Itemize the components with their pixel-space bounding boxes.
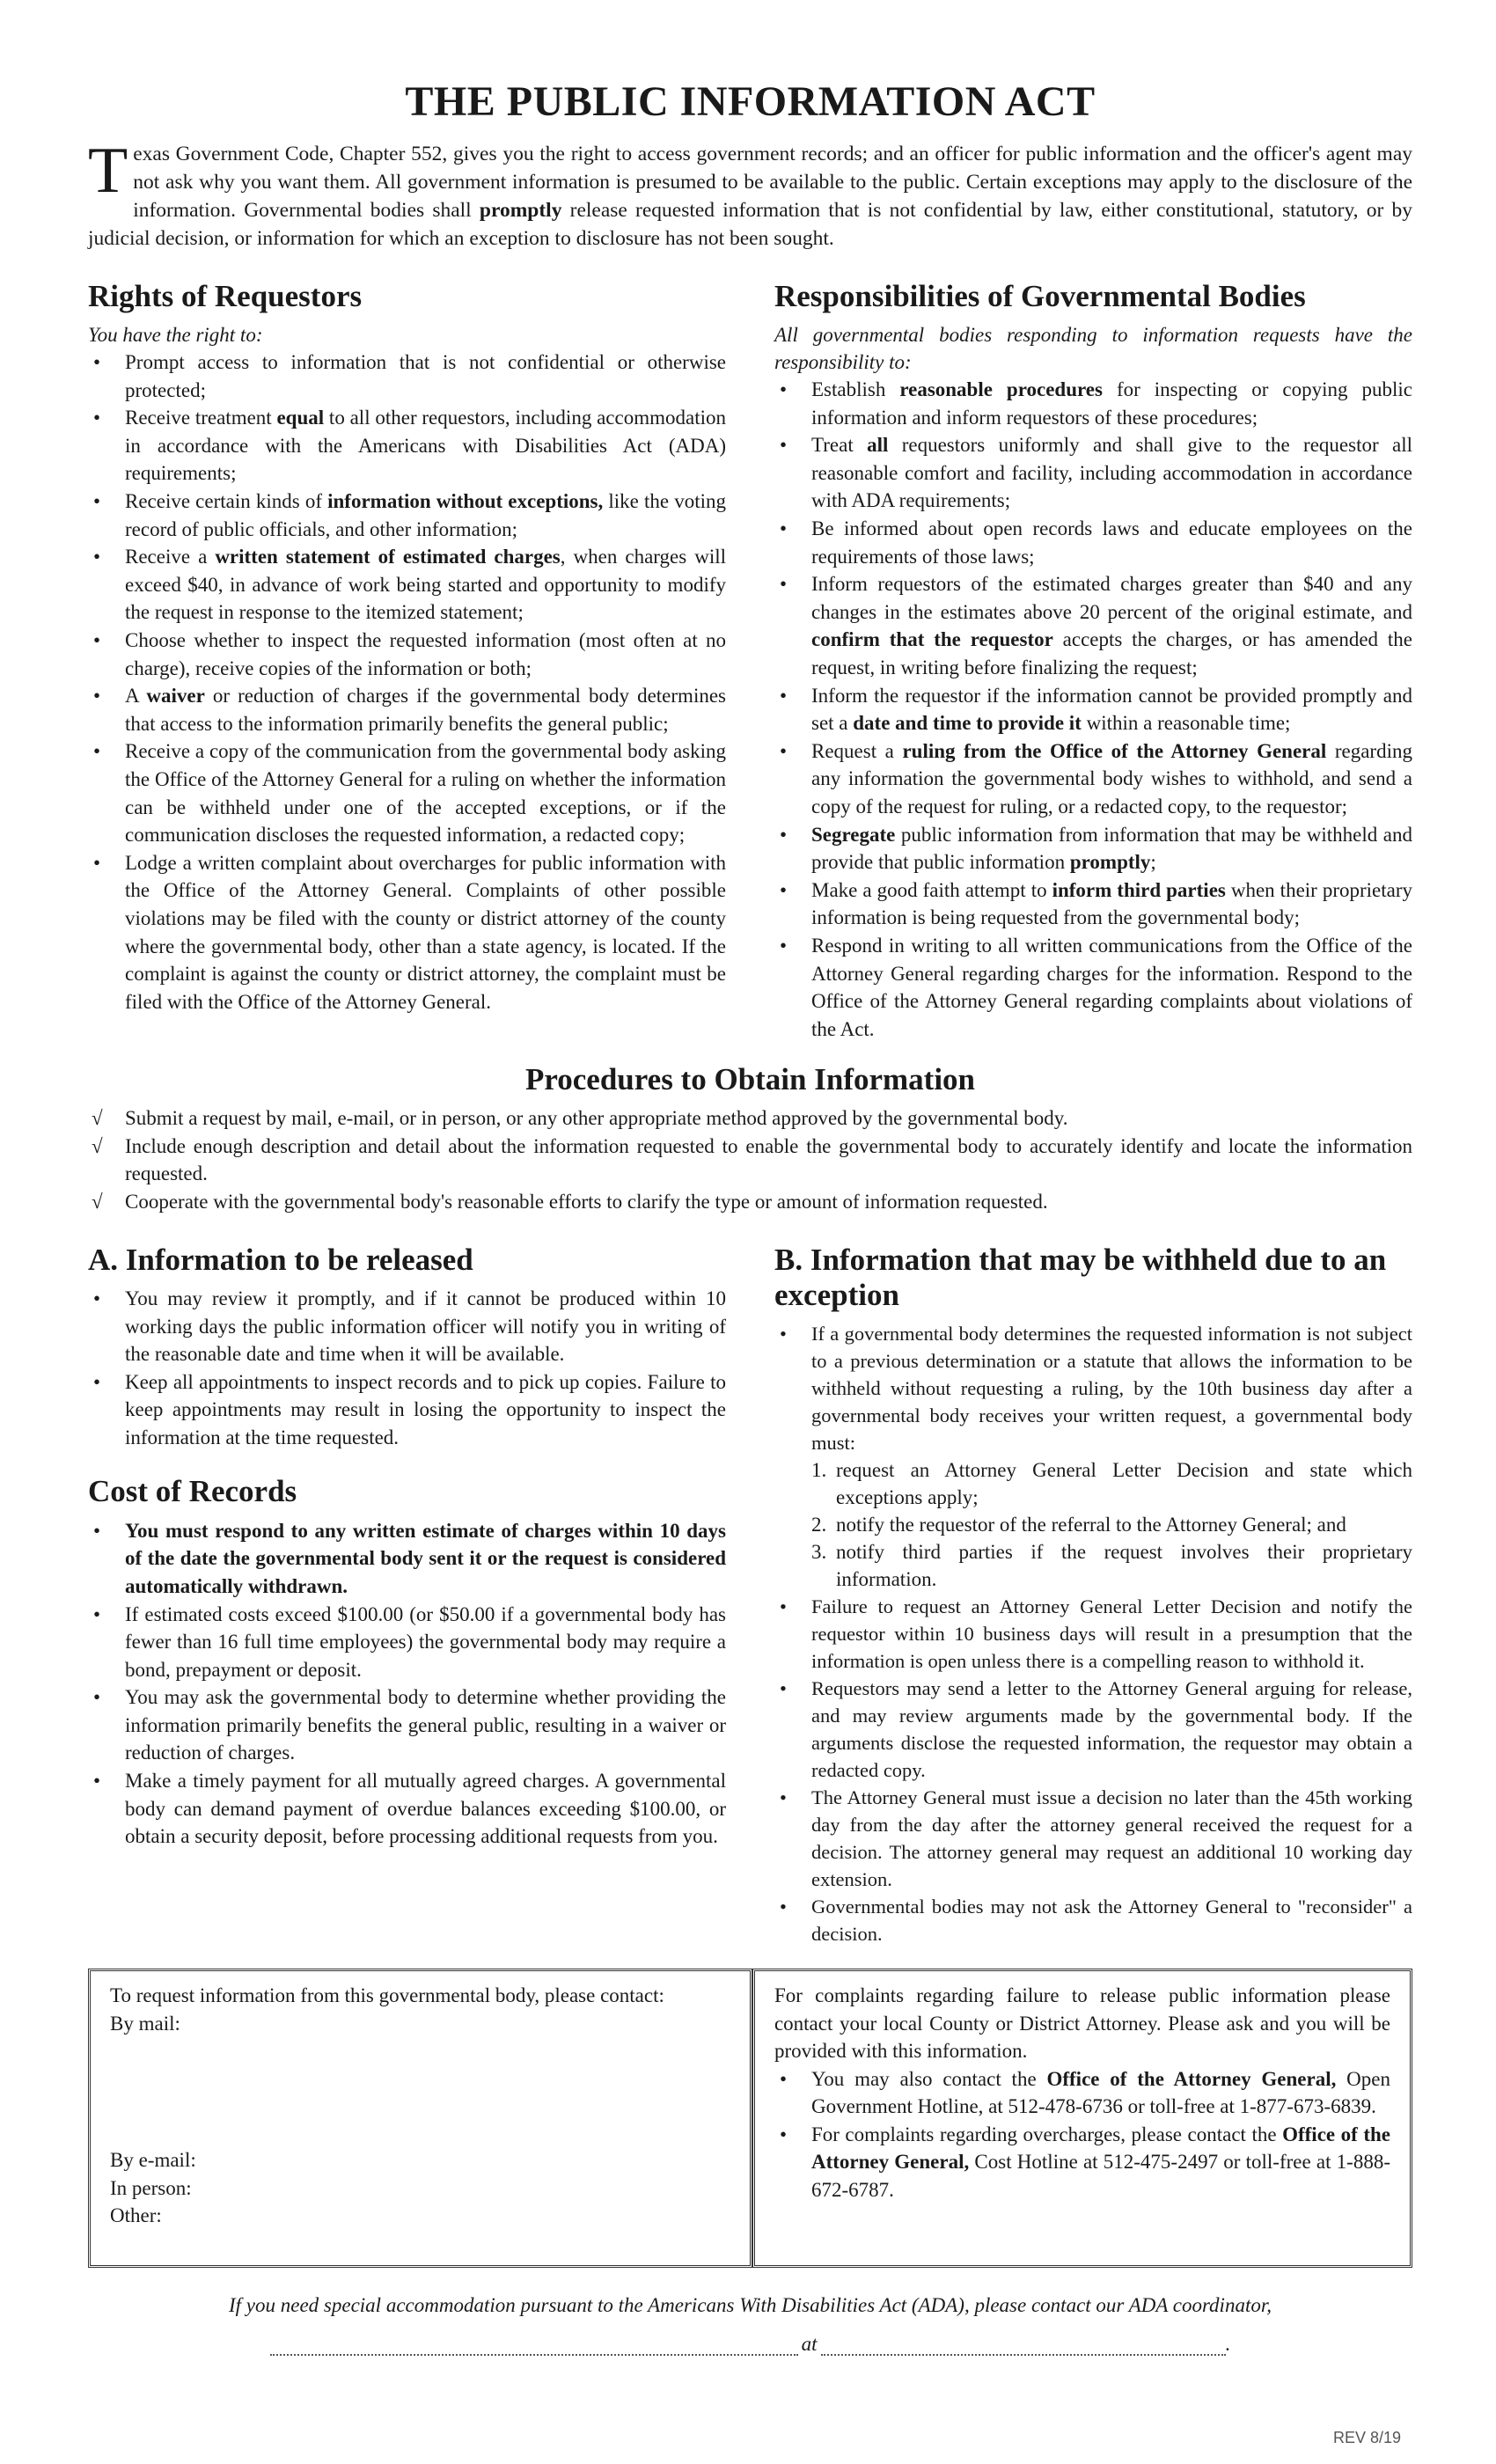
item-bold: ruling from the Office of the Attorney General xyxy=(902,739,1327,762)
item-text: Receive treatment xyxy=(125,407,277,429)
list-item xyxy=(88,543,726,627)
list-item xyxy=(774,682,1412,737)
list-item: • You may also contact the Office of the Attorney General, Open Government Hotline, at 512-478-6736 or toll-free at 1-877-673-6839. xyxy=(774,2065,1390,2121)
right-column xyxy=(774,1243,1412,1948)
item-text: Lodge a written complaint about overcharges for public information with the Office of the Attorney General. Complaints of other possible violations may be filed with the county or district attorney of the county where the governmental body, other than a state agency, is located. If the complaint is against the county or district attorney, the complaint must be filed with the Office of the Attorney General. xyxy=(125,851,726,1013)
item-text: Prompt access to information that is not confidential or otherwise protected; xyxy=(125,351,726,401)
list-item: • Keep all appointments to inspect records and to pick up copies. Failure to keep appointments may result in losing the opportunity to inspect the information at the time requested. xyxy=(88,1368,726,1452)
item-text: like the voting record of public officials, and other information; xyxy=(125,490,726,540)
complaints-box xyxy=(752,1969,1412,2268)
left-column xyxy=(88,1243,726,1948)
item-bold: equal xyxy=(276,407,325,429)
withheld-list xyxy=(774,1593,1412,1947)
rights-heading: Rights of Requestors xyxy=(88,278,363,313)
item-text: , when charges will exceed $40, in advance of work being started and opportunity to modify the request in response to the itemized statement; xyxy=(125,546,726,624)
contact-box xyxy=(88,1969,752,2268)
document-title: THE PUBLIC INFORMATION ACT xyxy=(405,78,1096,125)
rights-section xyxy=(88,279,726,1044)
intro-paragraph: Texas Government Code, Chapter 552, gives you the right to access government records; and an officer for public information and the officer's agent may not ask why you want them. All government information is presumed to be available to the public. Certain exceptions may apply to the disclosure of the information. Governmental bodies shall promptly release requested information that is not confidential by law, either constitutional, statutory, or by judicial decision, or information for which an exception to disclosure has not been sought. xyxy=(88,134,1412,250)
item-bold: inform third parties xyxy=(1052,878,1226,901)
at-label: at xyxy=(801,2333,818,2356)
list-item: • You must respond to any written estimate of charges within 10 days of the date the governmental body sent it or the request is considered automatically withdrawn. xyxy=(88,1517,726,1601)
list-item xyxy=(774,515,1412,570)
list-item xyxy=(774,376,1412,431)
list-item: • If a governmental body determines the requested information is not subject to a previous determination or a statute that allows the information to be withheld without requesting a ruling, by the 10th business day after a governmental body receives your written request, a governmental body must: xyxy=(774,1320,1412,1456)
rights-responsibilities-columns xyxy=(88,279,1412,1044)
other-label: Other: xyxy=(110,2204,162,2227)
item-text: when their proprietary information is being requested from the governmental body; xyxy=(811,878,1412,929)
item-bold: Segregate xyxy=(811,823,896,846)
item-number: 3. xyxy=(811,1541,827,1564)
by-email-label: By e-mail: xyxy=(110,2149,196,2172)
item-text: request an Attorney General Letter Decision and state which exceptions apply; xyxy=(836,1459,1412,1509)
list-item: • You may review it promptly, and if it cannot be produced within 10 working days the public information officer will notify you in writing of the reasonable date and time when it will be available. xyxy=(88,1285,726,1368)
coordinator-blank xyxy=(270,2335,798,2356)
complaints-list xyxy=(774,2065,1390,2204)
list-item xyxy=(774,737,1412,821)
item-text: to all other requestors, including accommodation in accordance with the Americans with Disabilities Act (ADA) requirements; xyxy=(125,407,726,485)
list-item: √ Include enough description and detail about the information requested to enable the governmental body to accurately identify and locate the information requested. xyxy=(88,1133,1412,1188)
period-mark: . xyxy=(1225,2333,1231,2356)
list-item xyxy=(774,876,1412,932)
contact-boxes xyxy=(88,1969,1412,2268)
withheld-sublist xyxy=(811,1456,1412,1593)
item-text: A xyxy=(125,685,147,708)
item-bold: all xyxy=(867,434,889,457)
list-item xyxy=(88,404,726,488)
list-item xyxy=(774,431,1412,515)
item-text: public information from information that may be withheld and provide that public information xyxy=(811,823,1412,874)
rights-lead: You have the right to: xyxy=(88,324,263,347)
list-item xyxy=(88,488,726,543)
item-text: notify third parties if the request involves their proprietary information. xyxy=(836,1541,1412,1591)
procedures-list xyxy=(88,1104,1412,1215)
item-text: accepts the charges, or has amended the request, in writing before finalizing the request; xyxy=(811,628,1412,678)
list-item xyxy=(774,932,1412,1043)
ada-signature-line xyxy=(88,2333,1412,2356)
list-item: • Governmental bodies may not ask the Attorney General to "reconsider" a decision. xyxy=(774,1893,1412,1947)
released-list xyxy=(88,1285,726,1452)
list-item: • For complaints regarding overcharges, please contact the Office of the Attorney General, Cost Hotline at 512-475-2497 or toll-free at 1-888-672-6787. xyxy=(774,2121,1390,2204)
item-text: within a reasonable time; xyxy=(1081,712,1291,735)
item-text: Respond in writing to all written communications from the Office of the Attorney General regarding charges for the information. Respond to the Office of the Attorney General regarding complaints about violations of the Act. xyxy=(811,934,1412,1040)
document-page xyxy=(88,79,1412,2356)
list-item: • Make a timely payment for all mutually agreed charges. A governmental body can demand payment of overdue balances exceeding $100.00, or obtain a security deposit, before processing additional requests from you. xyxy=(88,1767,726,1851)
item-bold: promptly xyxy=(1069,851,1151,874)
item-text: ; xyxy=(1150,851,1156,874)
item-text: for inspecting or copying public information and inform requestors of these procedures; xyxy=(811,378,1412,429)
contact-blank xyxy=(821,2335,1226,2356)
by-mail-label: By mail: xyxy=(110,2012,180,2035)
list-item xyxy=(88,849,726,1016)
list-item xyxy=(88,348,726,404)
item-text: notify the requestor of the referral to the Attorney General; and xyxy=(836,1514,1346,1536)
list-item: √ Submit a request by mail, e-mail, or in person, or any other appropriate method approved by the governmental body. xyxy=(88,1104,1412,1133)
responsibilities-lead: All governmental bodies responding to information requests have the responsibility to: xyxy=(774,324,1412,374)
item-bold: written statement of estimated charges xyxy=(215,546,561,568)
list-item: • The Attorney General must issue a decision no later than the 45th working day from the day after the attorney general received the request for a decision. The attorney general may request an additional 10 working day extension. xyxy=(774,1784,1412,1893)
rights-list xyxy=(88,348,726,1016)
item-text: Receive a copy of the communication from the governmental body asking the Office of the Attorney General for a ruling on whether the information can be withheld under one of the accepted exceptions, or if the communication discloses the requested information, a redacted copy; xyxy=(125,740,726,847)
list-item xyxy=(774,570,1412,681)
item-number: 2. xyxy=(811,1514,827,1536)
numbered-item xyxy=(811,1511,1412,1538)
cost-heading: Cost of Records xyxy=(88,1474,297,1509)
list-item: • Requestors may send a letter to the Attorney General arguing for release, and may review arguments made by the governmental body. If the arguments disclose the requested information, the requestor may obtain a redacted copy. xyxy=(774,1675,1412,1784)
list-item: • If estimated costs exceed $100.00 (or $50.00 if a governmental body has fewer than 16 full time employees) the governmental body may require a bond, prepayment or deposit. xyxy=(88,1601,726,1684)
withheld-first-list xyxy=(774,1320,1412,1456)
item-text: regarding any information the governmental body wishes to withhold, and send a copy of the request for ruling, or a redacted copy, to the requestor; xyxy=(811,739,1412,818)
item-text: Choose whether to inspect the requested information (most often at no charge), receive copies of the information or both; xyxy=(125,628,726,679)
item-number: 1. xyxy=(811,1459,827,1482)
responsibilities-section xyxy=(774,279,1412,1044)
responsibilities-list xyxy=(774,376,1412,1043)
released-heading: A. Information to be released xyxy=(88,1242,473,1277)
withheld-heading: B. Information that may be withheld due to an exception xyxy=(774,1242,1387,1312)
revision-label: REV 8/19 xyxy=(1332,2429,1401,2446)
item-text: Establish xyxy=(811,378,900,401)
item-text: requestors uniformly and shall give to the requestor all reasonable comfort and facility, including accommodation in accordance with ADA requirements; xyxy=(811,434,1412,512)
numbered-item xyxy=(811,1456,1412,1511)
item-text: Make a good faith attempt to xyxy=(811,878,1052,901)
item-text: Receive certain kinds of xyxy=(125,490,328,513)
ada-note: If you need special accommodation pursuant to the Americans With Disabilities Act (ADA), please contact our ADA coordinator, xyxy=(229,2294,1272,2317)
list-item xyxy=(88,682,726,737)
drop-cap: T xyxy=(88,134,128,207)
in-person-label: In person: xyxy=(110,2176,192,2199)
responsibilities-heading: Responsibilities of Governmental Bodies xyxy=(774,278,1306,313)
item-text: Receive a xyxy=(125,546,216,568)
item-text: or reduction of charges if the governmental body determines that access to the information primarily benefits the general public; xyxy=(125,685,726,735)
item-bold: confirm that the requestor xyxy=(811,628,1053,651)
item-text: Inform the requestor if the information cannot be provided promptly and set a xyxy=(811,684,1412,735)
item-text: Inform requestors of the estimated charges greater than $40 and any changes in the estimates above 20 percent of the original estimate, and xyxy=(811,573,1412,623)
list-item: • Failure to request an Attorney General Letter Decision and notify the requestor within 10 business days will result in a presumption that the information is open unless there is a compelling reason to withhold it. xyxy=(774,1593,1412,1675)
item-bold: information without exceptions, xyxy=(327,490,604,513)
list-item xyxy=(88,737,726,848)
contact-intro: To request information from this governmental body, please contact: xyxy=(110,1984,664,2007)
item-text: Request a xyxy=(811,739,903,762)
item-bold: reasonable procedures xyxy=(899,378,1103,401)
list-item xyxy=(774,821,1412,876)
numbered-item xyxy=(811,1538,1412,1593)
item-bold: date and time to provide it xyxy=(853,712,1082,735)
procedures-heading: Procedures to Obtain Information xyxy=(524,1062,976,1097)
complaints-intro: For complaints regarding failure to release public information please contact your local County or District Attorney. Please ask and you will be provided with this information. xyxy=(774,1984,1390,2063)
list-item: √ Cooperate with the governmental body's reasonable efforts to clarify the type or amount of information requested. xyxy=(88,1188,1412,1216)
list-item: • You may ask the governmental body to determine whether providing the information primarily benefits the general public, resulting in a waiver or reduction of charges. xyxy=(88,1683,726,1767)
cost-list xyxy=(88,1517,726,1851)
list-item xyxy=(88,627,726,682)
release-withheld-columns xyxy=(88,1243,1412,1948)
item-text: Be informed about open records laws and educate employees on the requirements of those laws; xyxy=(811,517,1412,568)
item-text: Treat xyxy=(811,434,868,457)
item-bold: waiver xyxy=(146,685,205,708)
